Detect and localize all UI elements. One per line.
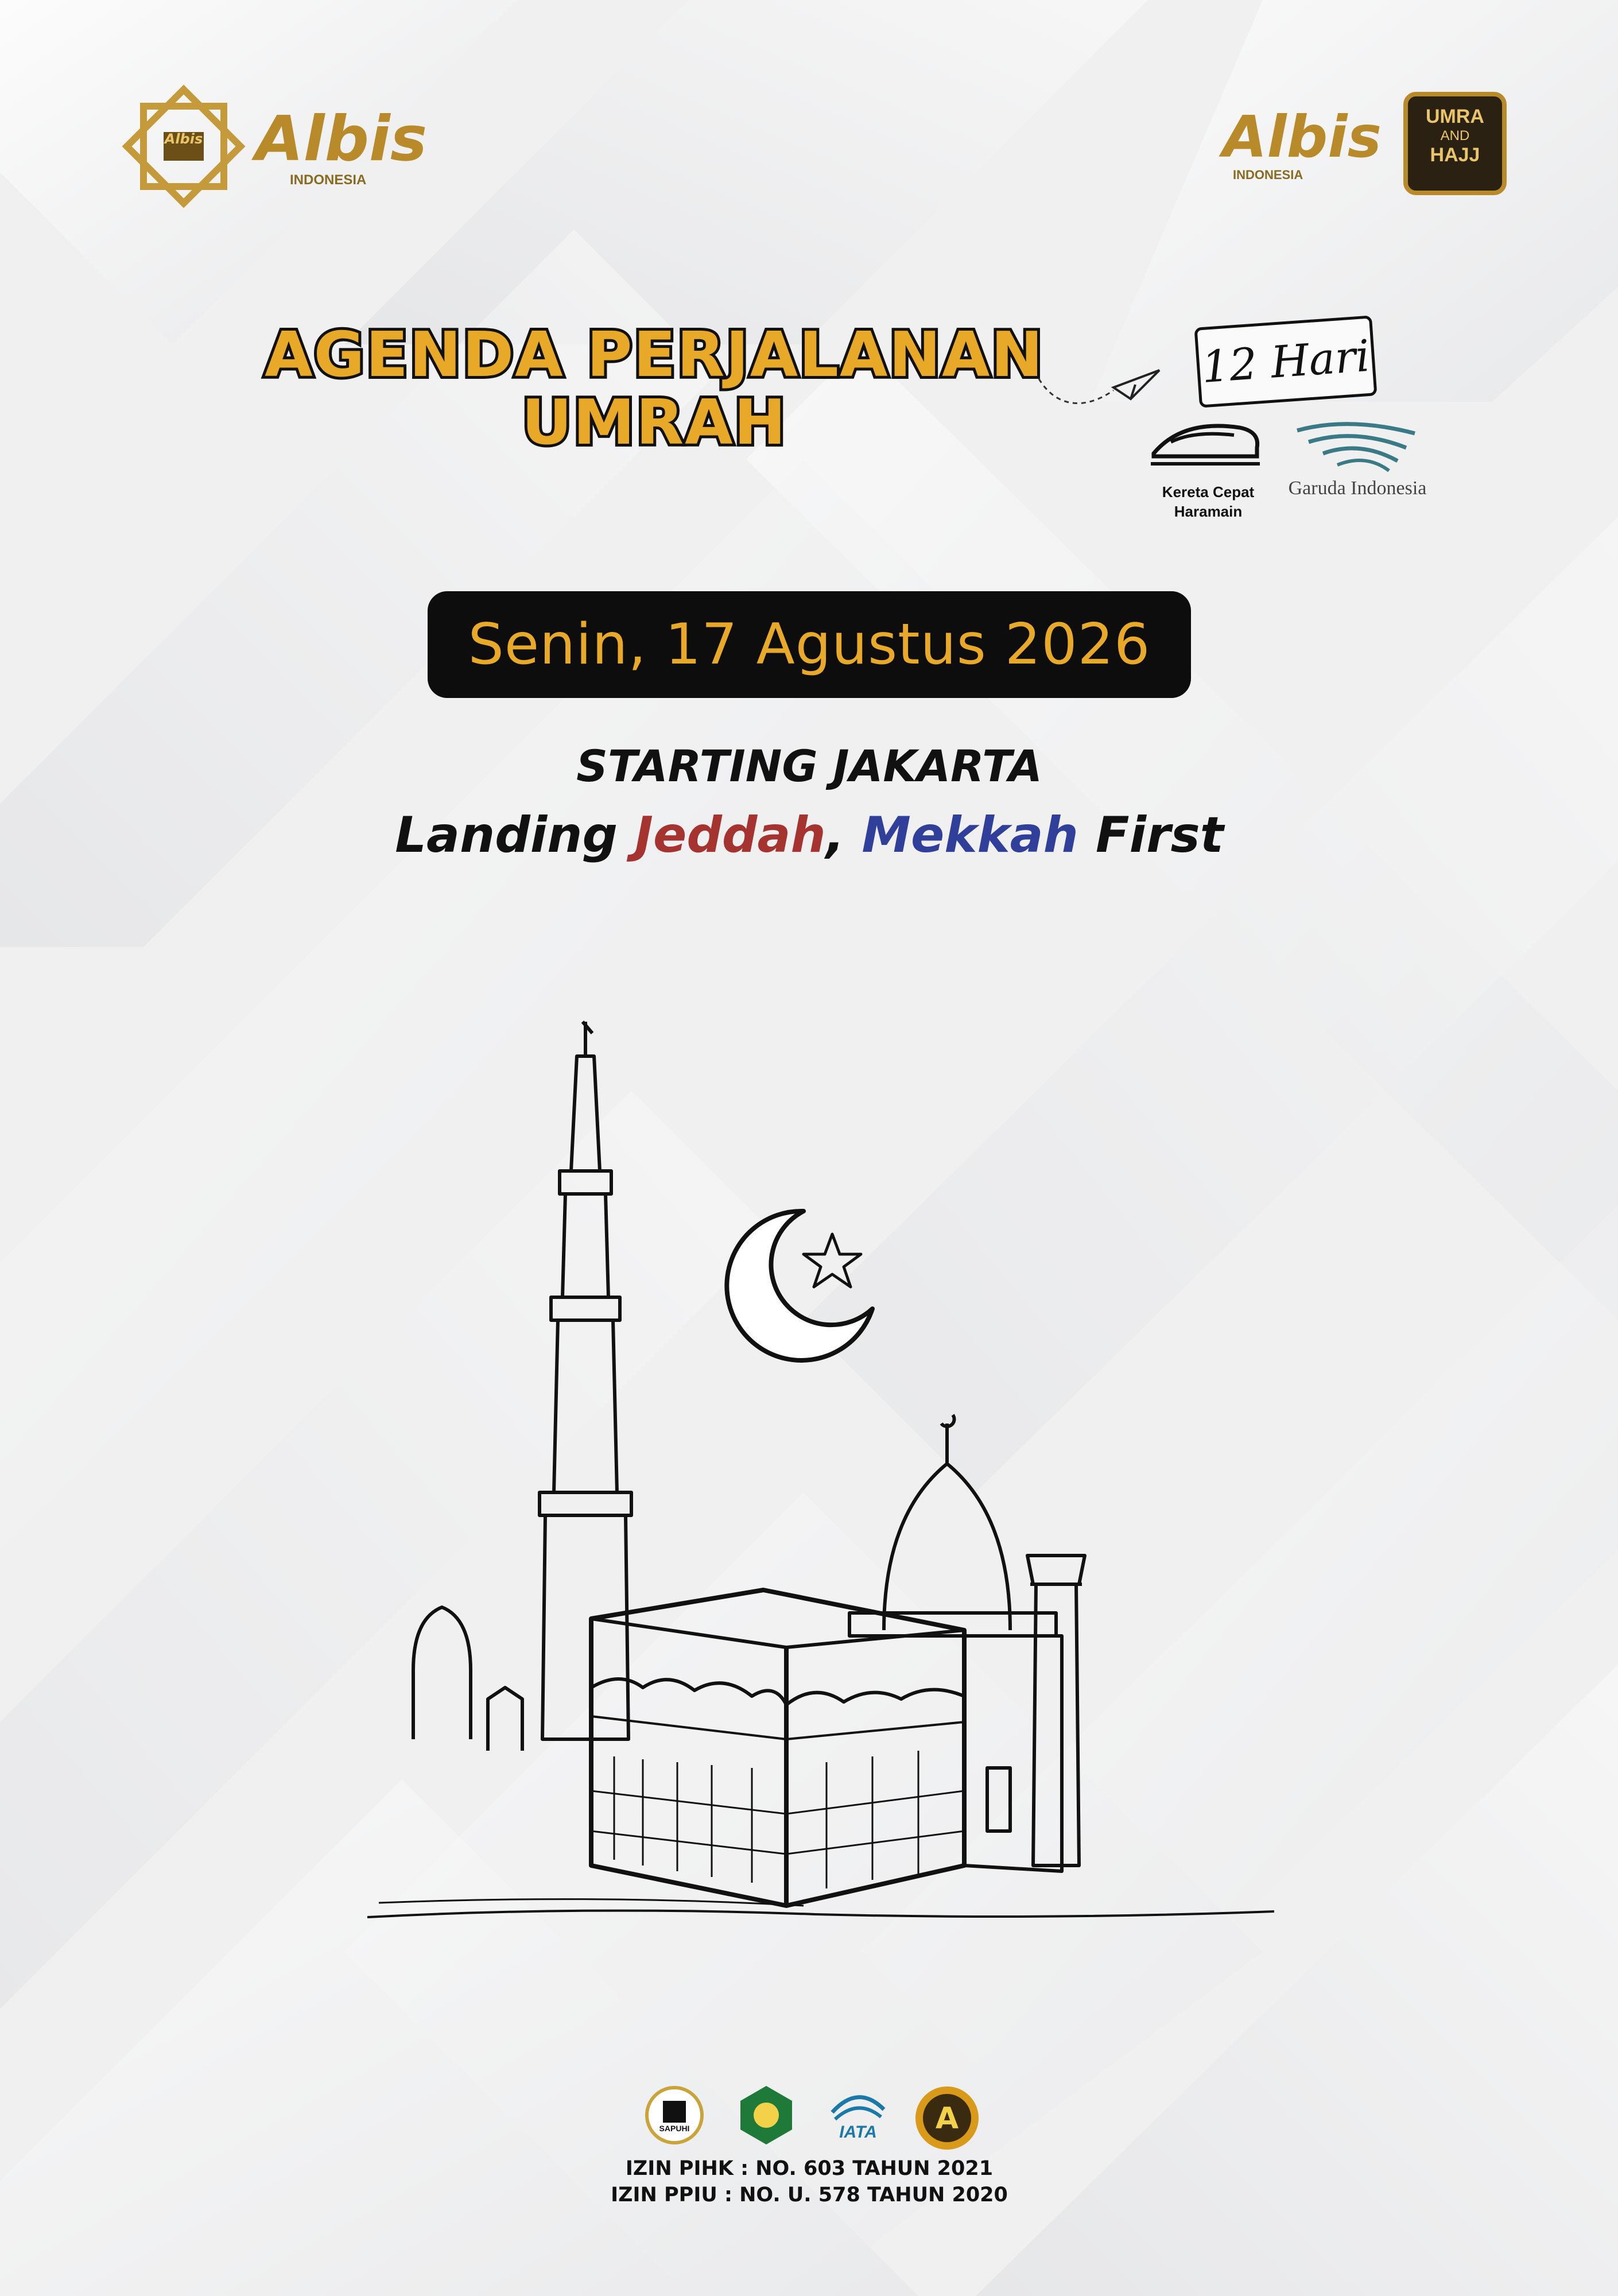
umra-and-hajj-badge xyxy=(1403,92,1507,195)
paper-plane-icon xyxy=(1033,356,1165,419)
kemenag-badge xyxy=(735,2084,798,2147)
sapuhi-badge xyxy=(643,2084,706,2147)
title-line-1: AGENDA PERJALANAN xyxy=(265,319,1044,391)
landing-suffix: First xyxy=(1078,806,1224,864)
iata-label: IATA xyxy=(839,2123,877,2142)
albis-emblem-text: Albis xyxy=(164,131,203,147)
train-label: Kereta Cepat Haramain xyxy=(1162,483,1255,520)
garuda-label: Garuda Indonesia xyxy=(1288,478,1427,499)
license-info xyxy=(517,2155,1102,2208)
date-banner xyxy=(428,591,1191,698)
starting-city: STARTING JAKARTA xyxy=(576,740,1042,792)
albis-subtitle-right: INDONESIA xyxy=(1233,168,1303,182)
garuda-logo-icon xyxy=(1291,416,1423,474)
iata-badge xyxy=(821,2084,895,2147)
sapuhi-label: SAPUHI xyxy=(659,2124,690,2133)
sapuhi-icon xyxy=(643,2084,706,2147)
landing-city-jeddah: Jeddah xyxy=(635,806,826,864)
svg-text:A: A xyxy=(935,2101,959,2136)
accredited-a-badge xyxy=(913,2084,981,2152)
landing-route xyxy=(287,806,1332,864)
accredited-a-icon xyxy=(913,2084,981,2152)
high-speed-train-icon xyxy=(1148,413,1263,471)
albis-wordmark-right: Albis xyxy=(1223,103,1382,170)
kaaba-mosque-illustration xyxy=(356,1010,1274,1929)
albis-logo-right xyxy=(1223,103,1389,195)
badge-line-3: HAJJ xyxy=(1430,144,1480,166)
landing-separator: , xyxy=(825,806,862,864)
landing-prefix: Landing xyxy=(395,806,635,864)
albis-wordmark: Albis xyxy=(255,103,428,175)
kemenag-icon xyxy=(735,2084,798,2147)
albis-subtitle: INDONESIA xyxy=(290,172,367,188)
accreditation-badges xyxy=(643,2084,987,2147)
page-title xyxy=(230,321,1079,457)
badge-line-2: AND xyxy=(1440,128,1470,144)
duration-badge xyxy=(1194,315,1377,408)
title-line-2: UMRAH xyxy=(521,387,787,459)
duration-text: 12 Hari xyxy=(1200,329,1372,393)
license-ppiu: IZIN PPIU : NO. U. 578 TAHUN 2020 xyxy=(611,2183,1008,2206)
license-pihk: IZIN PIHK : NO. 603 TAHUN 2021 xyxy=(625,2157,994,2180)
landing-city-mekkah: Mekkah xyxy=(862,806,1078,864)
badge-line-1: UMRA xyxy=(1426,106,1484,127)
albis-logo-left xyxy=(118,80,428,212)
date-text: Senin, 17 Agustus 2026 xyxy=(468,612,1151,677)
